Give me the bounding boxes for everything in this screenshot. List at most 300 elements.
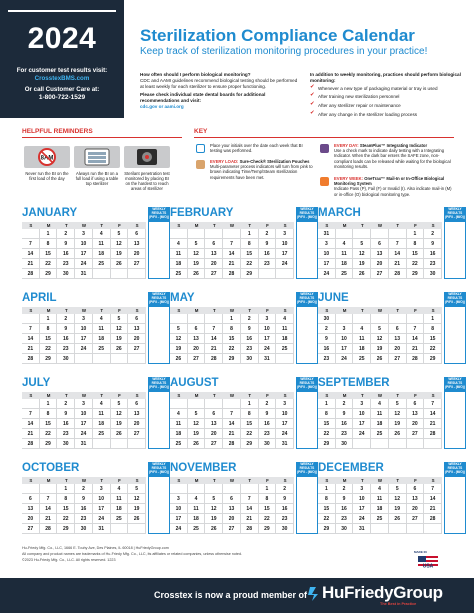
day-cell[interactable]: 10 <box>276 239 294 249</box>
day-cell[interactable] <box>93 354 111 364</box>
day-cell[interactable]: 16 <box>336 419 354 429</box>
day-cell[interactable]: 21 <box>223 429 241 439</box>
day-cell[interactable]: 25 <box>93 429 111 439</box>
day-cell[interactable]: 31 <box>259 354 277 364</box>
day-cell[interactable]: 25 <box>111 514 129 524</box>
day-cell[interactable]: 26 <box>128 514 146 524</box>
day-cell[interactable] <box>22 399 40 409</box>
day-cell[interactable]: 7 <box>205 324 223 334</box>
day-cell[interactable]: 13 <box>205 249 223 259</box>
day-cell[interactable]: 10 <box>318 249 336 259</box>
day-cell[interactable]: 22 <box>40 429 58 439</box>
day-cell[interactable]: 28 <box>241 524 259 534</box>
weekly-results-column[interactable] <box>148 307 170 364</box>
day-cell[interactable]: 17 <box>75 249 93 259</box>
day-cell[interactable]: 26 <box>188 439 206 449</box>
day-cell[interactable]: 28 <box>22 269 40 279</box>
day-cell[interactable]: 12 <box>128 494 146 504</box>
day-cell[interactable]: 8 <box>407 239 425 249</box>
day-cell[interactable]: 14 <box>40 504 58 514</box>
day-cell[interactable]: 15 <box>241 419 259 429</box>
day-cell[interactable]: 2 <box>259 399 277 409</box>
day-cell[interactable]: 14 <box>205 334 223 344</box>
day-cell[interactable]: 24 <box>336 354 354 364</box>
day-cell[interactable]: 24 <box>259 344 277 354</box>
day-cell[interactable]: 18 <box>353 344 371 354</box>
day-cell[interactable]: 27 <box>223 524 241 534</box>
day-cell[interactable]: 2 <box>75 484 93 494</box>
day-cell[interactable]: 3 <box>75 314 93 324</box>
day-cell[interactable]: 6 <box>407 399 425 409</box>
day-cell[interactable]: 13 <box>128 239 146 249</box>
day-cell[interactable]: 16 <box>57 334 75 344</box>
day-cell[interactable]: 1 <box>318 399 336 409</box>
day-cell[interactable]: 11 <box>111 494 129 504</box>
day-cell[interactable]: 10 <box>75 239 93 249</box>
day-cell[interactable] <box>371 524 389 534</box>
day-cell[interactable]: 19 <box>111 249 129 259</box>
day-cell[interactable]: 26 <box>389 514 407 524</box>
day-cell[interactable]: 28 <box>389 269 407 279</box>
day-cell[interactable]: 4 <box>336 239 354 249</box>
day-cell[interactable]: 5 <box>389 484 407 494</box>
day-cell[interactable]: 3 <box>75 399 93 409</box>
day-cell[interactable]: 4 <box>111 484 129 494</box>
day-cell[interactable]: 17 <box>353 419 371 429</box>
day-cell[interactable]: 7 <box>223 409 241 419</box>
day-cell[interactable]: 28 <box>223 439 241 449</box>
day-cell[interactable]: 30 <box>318 314 336 324</box>
day-cell[interactable]: 14 <box>223 419 241 429</box>
day-cell[interactable]: 30 <box>336 524 354 534</box>
day-cell[interactable]: 14 <box>22 334 40 344</box>
day-cell[interactable]: 27 <box>407 514 425 524</box>
weekly-results-column[interactable] <box>148 392 170 449</box>
day-cell[interactable]: 31 <box>318 229 336 239</box>
day-cell[interactable]: 19 <box>188 429 206 439</box>
day-cell[interactable]: 11 <box>276 324 294 334</box>
day-cell[interactable]: 12 <box>111 324 129 334</box>
day-cell[interactable]: 3 <box>353 484 371 494</box>
weekly-results-column[interactable] <box>296 477 318 534</box>
contact-phone[interactable]: 1-800-722-1529 <box>38 94 86 101</box>
day-cell[interactable]: 8 <box>259 494 277 504</box>
day-cell[interactable]: 25 <box>336 269 354 279</box>
day-cell[interactable]: 25 <box>93 259 111 269</box>
day-cell[interactable]: 22 <box>241 429 259 439</box>
day-cell[interactable]: 1 <box>241 229 259 239</box>
day-cell[interactable]: 22 <box>241 259 259 269</box>
day-cell[interactable]: 16 <box>259 419 277 429</box>
day-cell[interactable]: 11 <box>371 494 389 504</box>
day-cell[interactable] <box>111 439 129 449</box>
day-cell[interactable]: 27 <box>128 429 146 439</box>
day-cell[interactable]: 23 <box>336 429 354 439</box>
day-cell[interactable]: 27 <box>22 524 40 534</box>
day-cell[interactable]: 23 <box>57 259 75 269</box>
day-cell[interactable]: 10 <box>75 409 93 419</box>
day-cell[interactable]: 29 <box>424 354 442 364</box>
day-cell[interactable]: 9 <box>75 494 93 504</box>
day-cell[interactable]: 17 <box>276 419 294 429</box>
day-cell[interactable]: 7 <box>22 324 40 334</box>
contact-link[interactable]: CrosstexBMS.com <box>34 75 90 82</box>
day-cell[interactable]: 5 <box>128 484 146 494</box>
day-cell[interactable]: 18 <box>336 259 354 269</box>
day-cell[interactable]: 29 <box>223 354 241 364</box>
day-cell[interactable]: 23 <box>336 514 354 524</box>
day-cell[interactable]: 22 <box>40 344 58 354</box>
day-cell[interactable]: 19 <box>389 419 407 429</box>
day-cell[interactable]: 10 <box>353 409 371 419</box>
day-cell[interactable]: 6 <box>188 324 206 334</box>
day-cell[interactable] <box>389 314 407 324</box>
day-cell[interactable]: 29 <box>259 524 277 534</box>
day-cell[interactable]: 23 <box>259 259 277 269</box>
day-cell[interactable] <box>205 484 223 494</box>
day-cell[interactable]: 27 <box>389 354 407 364</box>
day-cell[interactable] <box>223 229 241 239</box>
day-cell[interactable]: 26 <box>353 269 371 279</box>
day-cell[interactable]: 12 <box>170 334 188 344</box>
day-cell[interactable]: 9 <box>336 494 354 504</box>
day-cell[interactable]: 16 <box>75 504 93 514</box>
day-cell[interactable]: 10 <box>170 504 188 514</box>
day-cell[interactable]: 21 <box>22 344 40 354</box>
day-cell[interactable]: 28 <box>407 354 425 364</box>
day-cell[interactable]: 14 <box>241 504 259 514</box>
day-cell[interactable]: 26 <box>205 524 223 534</box>
day-cell[interactable]: 22 <box>424 344 442 354</box>
day-cell[interactable]: 6 <box>407 484 425 494</box>
day-cell[interactable]: 21 <box>241 514 259 524</box>
day-cell[interactable]: 12 <box>111 239 129 249</box>
day-cell[interactable]: 23 <box>57 429 75 439</box>
day-cell[interactable]: 5 <box>389 399 407 409</box>
day-cell[interactable]: 8 <box>241 409 259 419</box>
day-cell[interactable]: 18 <box>93 334 111 344</box>
day-cell[interactable]: 3 <box>170 494 188 504</box>
day-cell[interactable]: 30 <box>57 354 75 364</box>
day-cell[interactable]: 17 <box>353 504 371 514</box>
day-cell[interactable]: 27 <box>371 269 389 279</box>
day-cell[interactable] <box>276 354 294 364</box>
day-cell[interactable]: 28 <box>424 514 442 524</box>
day-cell[interactable] <box>188 484 206 494</box>
day-cell[interactable] <box>336 314 354 324</box>
day-cell[interactable] <box>259 269 277 279</box>
day-cell[interactable]: 15 <box>223 334 241 344</box>
day-cell[interactable]: 17 <box>93 504 111 514</box>
day-cell[interactable]: 10 <box>75 324 93 334</box>
day-cell[interactable]: 9 <box>318 334 336 344</box>
day-cell[interactable] <box>111 354 129 364</box>
day-cell[interactable] <box>407 439 425 449</box>
day-cell[interactable]: 15 <box>318 504 336 514</box>
day-cell[interactable]: 20 <box>22 514 40 524</box>
day-cell[interactable]: 2 <box>57 314 75 324</box>
day-cell[interactable]: 24 <box>353 429 371 439</box>
day-cell[interactable]: 2 <box>424 229 442 239</box>
day-cell[interactable]: 19 <box>170 344 188 354</box>
day-cell[interactable]: 19 <box>389 504 407 514</box>
day-cell[interactable] <box>188 314 206 324</box>
day-cell[interactable]: 2 <box>57 399 75 409</box>
day-cell[interactable]: 6 <box>371 239 389 249</box>
day-cell[interactable]: 5 <box>111 399 129 409</box>
day-cell[interactable] <box>188 229 206 239</box>
day-cell[interactable]: 28 <box>205 354 223 364</box>
day-cell[interactable]: 18 <box>111 504 129 514</box>
day-cell[interactable]: 11 <box>336 249 354 259</box>
day-cell[interactable]: 31 <box>75 269 93 279</box>
day-cell[interactable]: 15 <box>40 334 58 344</box>
day-cell[interactable]: 28 <box>22 439 40 449</box>
day-cell[interactable]: 15 <box>407 249 425 259</box>
day-cell[interactable]: 2 <box>336 399 354 409</box>
day-cell[interactable]: 10 <box>93 494 111 504</box>
day-cell[interactable] <box>40 484 58 494</box>
day-cell[interactable]: 13 <box>223 504 241 514</box>
day-cell[interactable]: 30 <box>57 439 75 449</box>
day-cell[interactable]: 27 <box>205 439 223 449</box>
day-cell[interactable]: 4 <box>93 399 111 409</box>
day-cell[interactable]: 20 <box>223 514 241 524</box>
day-cell[interactable]: 24 <box>75 259 93 269</box>
day-cell[interactable]: 20 <box>407 504 425 514</box>
day-cell[interactable]: 23 <box>259 429 277 439</box>
day-cell[interactable] <box>241 484 259 494</box>
day-cell[interactable]: 16 <box>259 249 277 259</box>
day-cell[interactable]: 4 <box>188 494 206 504</box>
day-cell[interactable]: 10 <box>259 324 277 334</box>
day-cell[interactable] <box>424 439 442 449</box>
day-cell[interactable]: 17 <box>259 334 277 344</box>
day-cell[interactable]: 6 <box>205 409 223 419</box>
day-cell[interactable]: 14 <box>389 249 407 259</box>
day-cell[interactable] <box>389 524 407 534</box>
day-cell[interactable]: 22 <box>223 344 241 354</box>
day-cell[interactable]: 1 <box>424 314 442 324</box>
day-cell[interactable]: 13 <box>128 324 146 334</box>
day-cell[interactable]: 7 <box>22 239 40 249</box>
day-cell[interactable]: 8 <box>318 494 336 504</box>
day-cell[interactable]: 30 <box>276 524 294 534</box>
day-cell[interactable]: 5 <box>111 314 129 324</box>
day-cell[interactable]: 25 <box>93 344 111 354</box>
day-cell[interactable]: 20 <box>407 419 425 429</box>
day-cell[interactable]: 2 <box>57 229 75 239</box>
day-cell[interactable]: 7 <box>40 494 58 504</box>
day-cell[interactable]: 8 <box>223 324 241 334</box>
day-cell[interactable]: 22 <box>318 514 336 524</box>
day-cell[interactable]: 20 <box>128 249 146 259</box>
day-cell[interactable]: 16 <box>57 419 75 429</box>
day-cell[interactable]: 23 <box>241 344 259 354</box>
day-cell[interactable]: 1 <box>259 484 277 494</box>
weekly-results-column[interactable] <box>296 222 318 279</box>
day-cell[interactable]: 22 <box>57 514 75 524</box>
day-cell[interactable]: 27 <box>128 259 146 269</box>
day-cell[interactable]: 24 <box>353 514 371 524</box>
day-cell[interactable] <box>128 269 146 279</box>
day-cell[interactable]: 15 <box>40 249 58 259</box>
day-cell[interactable]: 21 <box>407 344 425 354</box>
day-cell[interactable]: 6 <box>128 229 146 239</box>
day-cell[interactable] <box>170 484 188 494</box>
day-cell[interactable]: 9 <box>259 239 277 249</box>
day-cell[interactable]: 16 <box>276 504 294 514</box>
day-cell[interactable]: 9 <box>336 409 354 419</box>
weekly-results-column[interactable] <box>444 222 466 279</box>
day-cell[interactable]: 11 <box>170 419 188 429</box>
day-cell[interactable]: 12 <box>111 409 129 419</box>
day-cell[interactable]: 2 <box>336 484 354 494</box>
day-cell[interactable]: 23 <box>57 344 75 354</box>
day-cell[interactable]: 20 <box>389 344 407 354</box>
day-cell[interactable]: 4 <box>353 324 371 334</box>
day-cell[interactable]: 26 <box>111 429 129 439</box>
day-cell[interactable]: 13 <box>128 409 146 419</box>
day-cell[interactable]: 15 <box>57 504 75 514</box>
day-cell[interactable]: 4 <box>276 314 294 324</box>
day-cell[interactable]: 14 <box>424 409 442 419</box>
day-cell[interactable]: 9 <box>241 324 259 334</box>
day-cell[interactable] <box>336 229 354 239</box>
day-cell[interactable]: 15 <box>40 419 58 429</box>
day-cell[interactable] <box>128 524 146 534</box>
day-cell[interactable]: 18 <box>371 504 389 514</box>
day-cell[interactable]: 31 <box>93 524 111 534</box>
day-cell[interactable] <box>128 439 146 449</box>
day-cell[interactable]: 9 <box>57 239 75 249</box>
day-cell[interactable]: 12 <box>389 494 407 504</box>
day-cell[interactable]: 14 <box>22 249 40 259</box>
day-cell[interactable]: 18 <box>371 419 389 429</box>
day-cell[interactable]: 28 <box>22 354 40 364</box>
day-cell[interactable] <box>128 354 146 364</box>
day-cell[interactable]: 4 <box>371 484 389 494</box>
day-cell[interactable] <box>93 269 111 279</box>
day-cell[interactable]: 8 <box>424 324 442 334</box>
day-cell[interactable]: 12 <box>205 504 223 514</box>
day-cell[interactable] <box>188 399 206 409</box>
day-cell[interactable]: 26 <box>188 269 206 279</box>
day-cell[interactable]: 1 <box>318 484 336 494</box>
weekly-results-column[interactable] <box>148 477 170 534</box>
day-cell[interactable]: 6 <box>389 324 407 334</box>
day-cell[interactable] <box>22 484 40 494</box>
day-cell[interactable]: 7 <box>223 239 241 249</box>
day-cell[interactable]: 25 <box>188 524 206 534</box>
day-cell[interactable]: 14 <box>407 334 425 344</box>
day-cell[interactable]: 26 <box>389 429 407 439</box>
day-cell[interactable] <box>205 314 223 324</box>
day-cell[interactable]: 30 <box>424 269 442 279</box>
day-cell[interactable]: 29 <box>40 354 58 364</box>
day-cell[interactable]: 2 <box>318 324 336 334</box>
day-cell[interactable]: 6 <box>223 494 241 504</box>
day-cell[interactable]: 16 <box>241 334 259 344</box>
day-cell[interactable]: 8 <box>318 409 336 419</box>
day-cell[interactable] <box>389 229 407 239</box>
day-cell[interactable]: 9 <box>57 324 75 334</box>
day-cell[interactable]: 7 <box>424 399 442 409</box>
day-cell[interactable]: 1 <box>241 399 259 409</box>
weekly-results-column[interactable] <box>444 307 466 364</box>
day-cell[interactable]: 27 <box>205 269 223 279</box>
day-cell[interactable]: 17 <box>336 344 354 354</box>
day-cell[interactable]: 16 <box>318 344 336 354</box>
day-cell[interactable]: 9 <box>259 409 277 419</box>
day-cell[interactable]: 3 <box>336 324 354 334</box>
day-cell[interactable] <box>371 229 389 239</box>
day-cell[interactable]: 25 <box>170 439 188 449</box>
day-cell[interactable]: 24 <box>75 429 93 439</box>
day-cell[interactable] <box>223 484 241 494</box>
day-cell[interactable]: 12 <box>389 409 407 419</box>
day-cell[interactable]: 12 <box>188 419 206 429</box>
day-cell[interactable]: 11 <box>93 409 111 419</box>
day-cell[interactable]: 5 <box>353 239 371 249</box>
day-cell[interactable]: 27 <box>188 354 206 364</box>
day-cell[interactable] <box>371 314 389 324</box>
day-cell[interactable]: 23 <box>75 514 93 524</box>
day-cell[interactable]: 6 <box>205 239 223 249</box>
day-cell[interactable]: 11 <box>170 249 188 259</box>
day-cell[interactable]: 12 <box>371 334 389 344</box>
day-cell[interactable]: 9 <box>276 494 294 504</box>
day-cell[interactable]: 8 <box>241 239 259 249</box>
day-cell[interactable]: 4 <box>371 399 389 409</box>
day-cell[interactable]: 7 <box>424 484 442 494</box>
day-cell[interactable] <box>276 269 294 279</box>
day-cell[interactable]: 14 <box>223 249 241 259</box>
day-cell[interactable]: 11 <box>93 324 111 334</box>
day-cell[interactable]: 21 <box>424 419 442 429</box>
day-cell[interactable]: 30 <box>75 524 93 534</box>
day-cell[interactable]: 26 <box>111 259 129 269</box>
day-cell[interactable]: 28 <box>424 429 442 439</box>
day-cell[interactable]: 21 <box>22 259 40 269</box>
day-cell[interactable]: 2 <box>259 229 277 239</box>
day-cell[interactable]: 5 <box>205 494 223 504</box>
day-cell[interactable]: 24 <box>170 524 188 534</box>
day-cell[interactable]: 3 <box>318 239 336 249</box>
day-cell[interactable]: 2 <box>276 484 294 494</box>
day-cell[interactable]: 30 <box>241 354 259 364</box>
day-cell[interactable]: 17 <box>276 249 294 259</box>
day-cell[interactable]: 18 <box>93 419 111 429</box>
day-cell[interactable]: 25 <box>276 344 294 354</box>
day-cell[interactable]: 14 <box>22 419 40 429</box>
day-cell[interactable]: 21 <box>40 514 58 524</box>
day-cell[interactable]: 19 <box>371 344 389 354</box>
day-cell[interactable]: 4 <box>93 314 111 324</box>
day-cell[interactable]: 30 <box>57 269 75 279</box>
day-cell[interactable]: 2 <box>241 314 259 324</box>
day-cell[interactable]: 4 <box>170 409 188 419</box>
day-cell[interactable]: 18 <box>170 429 188 439</box>
day-cell[interactable]: 25 <box>371 514 389 524</box>
weekly-results-column[interactable] <box>444 477 466 534</box>
day-cell[interactable]: 29 <box>241 269 259 279</box>
weekly-results-column[interactable] <box>444 392 466 449</box>
day-cell[interactable]: 22 <box>318 429 336 439</box>
day-cell[interactable]: 4 <box>170 239 188 249</box>
day-cell[interactable]: 19 <box>188 259 206 269</box>
day-cell[interactable] <box>170 399 188 409</box>
